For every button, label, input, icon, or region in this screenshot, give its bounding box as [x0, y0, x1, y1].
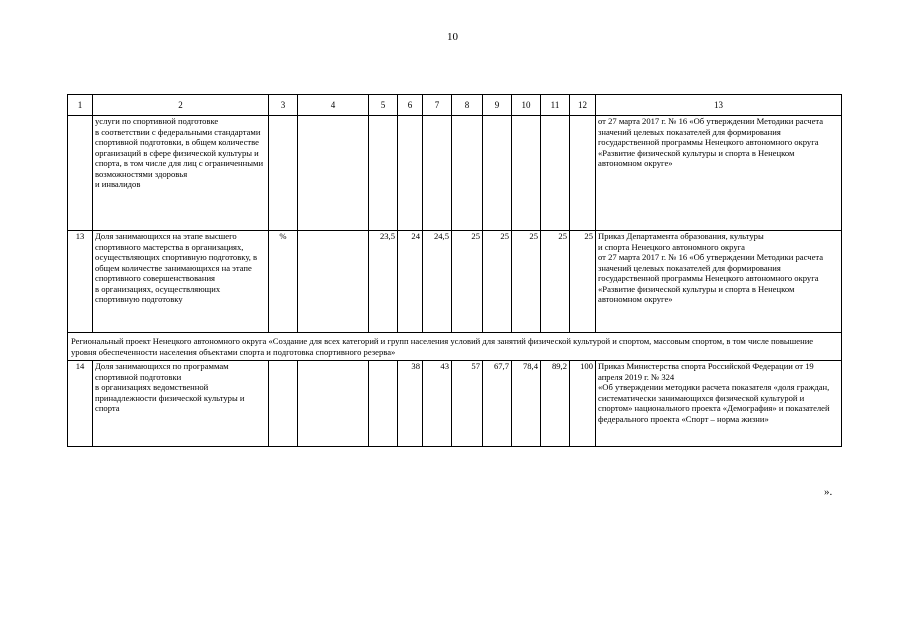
- value-cell: 38: [398, 361, 423, 447]
- indicator-cell: Доля занимающихся на этапе высшего спортивного мастерства в организациях, осуществляющих спортивную подготовку, в общем количестве занимающихся на этапе спортивного совершенствования в организациях, осуществляющих спортивную подготовку: [93, 231, 269, 333]
- row-number-cell: 13: [68, 231, 93, 333]
- value-cell: [541, 116, 570, 231]
- header-cell: 12: [570, 95, 596, 116]
- regional-project-title: Региональный проект Ненецкого автономного округа «Создание для всех категорий и групп населения условий для занятий физической культурой и спортом, массовым спортом, в том числе повышение уровня обеспеченности населения объектами спорта и подготовка спортивного резерва»: [68, 333, 842, 361]
- indicator-cell: Доля занимающихся по программам спортивной подготовки в организациях ведомственной принадлежности физической культуры и спорта: [93, 361, 269, 447]
- table-row: [68, 231, 842, 333]
- value-cell: 25: [570, 231, 596, 333]
- header-cell: 8: [452, 95, 483, 116]
- header-cell: 4: [298, 95, 369, 116]
- regional-project-row: [68, 333, 842, 361]
- value-cell: [298, 361, 369, 447]
- header-cell: 2: [93, 95, 269, 116]
- value-cell: [369, 361, 398, 447]
- header-cell: 11: [541, 95, 570, 116]
- source-cell: от 27 марта 2017 г. № 16 «Об утверждении Методики расчета значений целевых показателей для формирования государственной программы Ненецкого автономного округа «Развитие физической культуры и спорта в Ненецком автономном округе»: [596, 116, 842, 231]
- table-row: [68, 361, 842, 447]
- value-cell: 78,4: [512, 361, 541, 447]
- value-cell: 24: [398, 231, 423, 333]
- value-cell: 25: [512, 231, 541, 333]
- row-number-cell: 14: [68, 361, 93, 447]
- header-cell: 6: [398, 95, 423, 116]
- table-header-row: [68, 95, 842, 116]
- value-cell: [452, 116, 483, 231]
- page-number: 10: [447, 31, 458, 43]
- value-cell: 25: [483, 231, 512, 333]
- value-cell: [298, 116, 369, 231]
- value-cell: [483, 116, 512, 231]
- source-cell: Приказ Министерства спорта Российской Федерации от 19 апреля 2019 г. № 324 «Об утверждении методики расчета показателя «доля граждан, систематически занимающихся физической культурой и спортом» национального проекта «Демография» и показателей федерального проекта «Спорт – норма жизни»: [596, 361, 842, 447]
- indicators-table: [67, 94, 842, 447]
- row-number-cell: [68, 116, 93, 231]
- value-cell: 89,2: [541, 361, 570, 447]
- header-cell: 7: [423, 95, 452, 116]
- unit-cell: [269, 361, 298, 447]
- header-cell: 5: [369, 95, 398, 116]
- value-cell: 25: [541, 231, 570, 333]
- value-cell: [369, 116, 398, 231]
- value-cell: 100: [570, 361, 596, 447]
- unit-cell: %: [269, 231, 298, 333]
- unit-cell: [269, 116, 298, 231]
- value-cell: [512, 116, 541, 231]
- header-cell: 3: [269, 95, 298, 116]
- value-cell: [423, 116, 452, 231]
- header-cell: 10: [512, 95, 541, 116]
- source-cell: Приказ Департамента образования, культуры и спорта Ненецкого автономного округа от 27 марта 2017 г. № 16 «Об утверждении Методики расчета значений целевых показателей для формирования государственной программы Ненецкого автономного округа «Развитие физической культуры и спорта в Ненецком автономном округе»: [596, 231, 842, 333]
- value-cell: 67,7: [483, 361, 512, 447]
- value-cell: [398, 116, 423, 231]
- header-cell: 13: [596, 95, 842, 116]
- table-row: [68, 116, 842, 231]
- value-cell: [570, 116, 596, 231]
- header-cell: 1: [68, 95, 93, 116]
- indicator-cell: услуги по спортивной подготовке в соответствии с федеральными стандартами спортивной подготовки, в общем количестве организаций в сфере физической культуры и спорта, в том числе для лиц с ограниченными возможностями здоровья и инвалидов: [93, 116, 269, 231]
- value-cell: 24,5: [423, 231, 452, 333]
- closing-quote-mark: ».: [824, 486, 833, 498]
- value-cell: 25: [452, 231, 483, 333]
- header-cell: 9: [483, 95, 512, 116]
- value-cell: 43: [423, 361, 452, 447]
- value-cell: 23,5: [369, 231, 398, 333]
- value-cell: [298, 231, 369, 333]
- value-cell: 57: [452, 361, 483, 447]
